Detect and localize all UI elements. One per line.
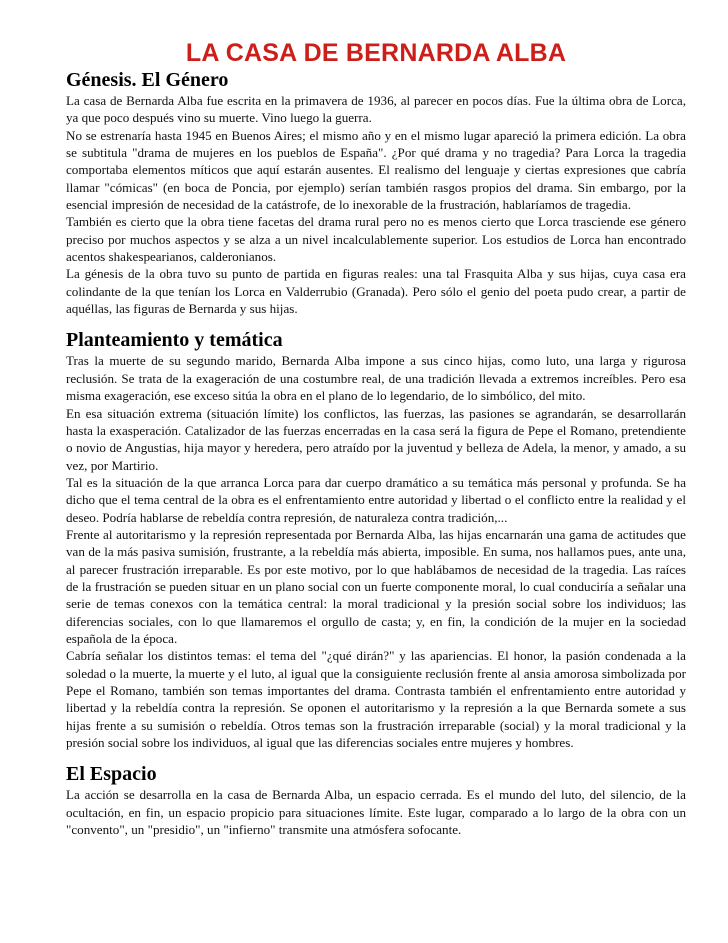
- paragraph: En esa situación extrema (situación límite) los conflictos, las fuerzas, las pasiones se agrandarán, se desarrollarán hasta la exasperación. Catalizador de las fuerzas encerradas en la casa será la figura de Pepe el Romano, pretendiente o novio de Angustias, hija mayor y heredera, pero atraído por la juventud y belleza de Adela, la menor, y amado, a su vez, por Martirio.: [66, 405, 686, 473]
- document-title: LA CASA DE BERNARDA ALBA: [185, 39, 567, 67]
- paragraph: La génesis de la obra tuvo su punto de partida en figuras reales: una tal Frasquita Alba y sus hijas, cuya casa era colindante de la que tenían los Lorca en Valderrubio (Granada). Pero sólo el genio del poeta pudo crear, a partir de aquéllas, las figuras de Bernarda y sus hijas.: [66, 266, 686, 317]
- paragraph: No se estrenaría hasta 1945 en Buenos Aires; el mismo año y en el mismo lugar apareció la primera edición. La obra se subtitula "drama de mujeres en los pueblos de España". ¿Por qué drama y no tragedia? Para Lorca la tragedia comportaba elementos míticos que aquí estarán ausentes. El realismo del lenguaje y ciertas expresiones que cabría llamar "cómicas" (en boca de Poncia, por ejemplo) serían también rasgos propios del drama. Sin embargo, por la esencial impresión de necesidad de la catástrofe, de lo inexorable de la frustración, hablaríamos de tragedia.: [66, 127, 686, 213]
- paragraph: Frente al autoritarismo y la represión representada por Bernarda Alba, las hijas encarnarán una gama de actitudes que van de la más pasiva sumisión, frustrante, a la rebeldía más abierta, imposible. En suma, nos hallamos pues, ante una, al parecer frustración irreparable. Es por este motivo, por lo que hablábamos de necesidad de la tragedia. Las raíces de la frustración se pueden situar en un plano social con un fuerte componente moral, lo cual conduciría a señalar una serie de temas conexos con la temática central: la moral tradicional y la presión social sobre los individuos; las diferencias sociales, con lo que llamaremos el orgullo de casta; y, en fin, la condición de la mujer en la sociedad española de la época.: [66, 526, 686, 646]
- paragraph: Tras la muerte de su segundo marido, Bernarda Alba impone a sus cinco hijas, como luto, una larga y rigurosa reclusión. Se trata de la exageración de una costumbre real, de una tradición llevada a extremos increíbles. Pero esa misma exageración, ese exceso sitúa la obra en el plano de lo legendario, de lo simbólico, del mito.: [66, 353, 686, 404]
- paragraph: Cabría señalar los distintos temas: el tema del "¿qué dirán?" y las apariencias. El honor, la pasión condenada a la soledad o la muerte, la muerte y el luto, al igual que la consiguiente reclusión frente al ansia amorosa simbolizada por Pepe el Romano, también son temas importantes del drama. Contrasta también el enfrentamiento entre autoridad y libertad y la rebeldía contra la represión. Se oponen el autoritarismo y la represión a la que Bernarda somete a sus hijas frente a su sumisión o rebeldía. Otros temas son la frustración irreparable (social) y la moral tradicional y la presión social sobre los individuos, al igual que las diferencias sociales entre mujeres y hombres.: [66, 648, 686, 751]
- section-espacio: [66, 762, 686, 838]
- paragraph: También es cierto que la obra tiene facetas del drama rural pero no es menos cierto que Lorca trasciende ese género preciso por muchos aspectos y se alza a un nivel incalculablemente superior. Los estudios de Lorca han encontrado acentos shakespearianos, calderonianos.: [66, 214, 686, 265]
- section-genesis: [66, 68, 686, 317]
- section-planteamiento: [66, 328, 686, 751]
- document-page: [66, 38, 686, 849]
- section-heading-planteamiento: Planteamiento y temática: [66, 329, 283, 352]
- section-heading-genesis: Génesis. El Género: [66, 69, 229, 91]
- section-heading-espacio: El Espacio: [66, 763, 157, 786]
- paragraph: Tal es la situación de la que arranca Lorca para dar cuerpo dramático a su temática más personal y profunda. Se ha dicho que el tema central de la obra es el enfrentamiento entre autoridad y libertad o el conflicto entre la realidad y el deseo. Podría hablarse de rebeldía contra represión, de naturaleza contra tradición,...: [66, 474, 686, 525]
- paragraph: La acción se desarrolla en la casa de Bernarda Alba, un espacio cerrada. Es el mundo del luto, del silencio, de la ocultación, en fin, un espacio propicio para situaciones límite. Este lugar, comparado a lo largo de la obra con un "convento", un "presidio", un "infierno" transmite una atmósfera sofocante.: [66, 787, 686, 838]
- paragraph: La casa de Bernarda Alba fue escrita en la primavera de 1936, al parecer en pocos días. Fue la última obra de Lorca, ya que poco después vino su muerte. Vino luego la guerra.: [66, 93, 686, 126]
